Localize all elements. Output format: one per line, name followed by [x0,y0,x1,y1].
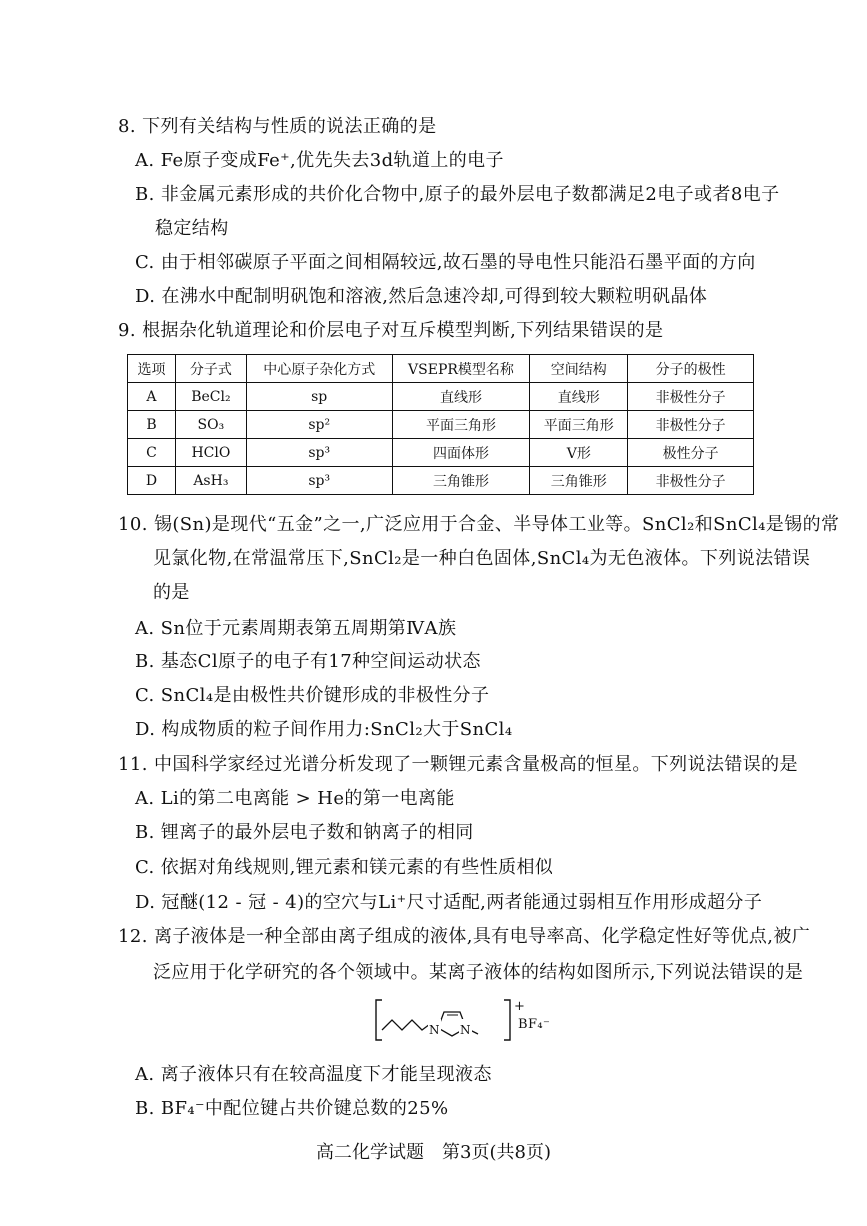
table-cell: A [128,383,176,411]
q10-stem-line3: 的是 [153,582,190,603]
table-cell: 非极性分子 [628,467,754,495]
table-cell: AsH₃ [175,467,246,495]
anion-label: BF₄⁻ [518,1017,551,1032]
table-cell: C [128,439,176,467]
table-row [128,383,754,411]
table-row [128,439,754,467]
table-cell: HClO [175,439,246,467]
page-footer: 高二化学试题 第3页(共8页) [316,1142,551,1163]
q11-option-a: A. Li的第二电离能 > He的第一电离能 [135,788,455,809]
q11-stem: 11. 中国科学家经过光谱分析发现了一颗锂元素含量极高的恒星。下列说法错误的是 [118,754,798,775]
ring-nitrogen-2: N [459,1019,472,1041]
table-cell: 极性分子 [628,439,754,467]
table-cell: 四面体形 [392,439,530,467]
cation-charge: + [514,999,526,1014]
table-cell: sp³ [246,439,392,467]
q8-option-d: D. 在沸水中配制明矾饱和溶液,然后急速冷却,可得到较大颗粒明矾晶体 [135,286,708,307]
q8-option-c: C. 由于相邻碳原子平面之间相隔较远,故石墨的导电性只能沿石墨平面的方向 [135,252,756,273]
q10-option-b: B. 基态Cl原子的电子有17种空间运动状态 [135,651,481,672]
q12-option-b: B. BF₄⁻中配位键占共价键总数的25% [135,1098,449,1119]
table-cell: 平面三角形 [392,411,530,439]
q11-option-c: C. 依据对角线规则,锂元素和镁元素的有些性质相似 [135,857,554,878]
q10-option-d: D. 构成物质的粒子间作用力:SnCl₂大于SnCl₄ [135,719,513,740]
table-header-cell: 空间结构 [530,355,628,383]
q8-option-a: A. Fe原子变成Fe⁺,优先失去3d轨道上的电子 [135,150,504,171]
table-cell: B [128,411,176,439]
table-header-cell: VSEPR模型名称 [392,355,530,383]
table-cell: sp² [246,411,392,439]
q8-option-b-cont: 稳定结构 [155,218,229,239]
q10-stem-line1: 10. 锡(Sn)是现代“五金”之一,广泛应用于合金、半导体工业等。SnCl₂和SnCl₄是锡的常 [118,514,840,535]
table-header-row [128,355,754,383]
q12-option-a: A. 离子液体只有在较高温度下才能呈现液态 [135,1064,492,1085]
q10-stem-line2: 见氯化物,在常温常压下,SnCl₂是一种白色固体,SnCl₄为无色液体。下列说法错误 [153,548,811,569]
q8-option-b: B. 非金属元素形成的共价化合物中,原子的最外层电子数都满足2电子或者8电子 [135,184,780,205]
q11-option-d: D. 冠醚(12 - 冠 - 4)的空穴与Li⁺尺寸适配,两者能通过弱相互作用形成超分子 [135,892,763,913]
table-cell: 直线形 [392,383,530,411]
q10-option-a: A. Sn位于元素周期表第五周期第ⅣA族 [135,618,457,639]
q9-stem: 9. 根据杂化轨道理论和价层电子对互斥模型判断,下列结果错误的是 [118,320,664,341]
table-cell: 直线形 [530,383,628,411]
table-cell: sp [246,383,392,411]
table-cell: D [128,467,176,495]
table-cell: SO₃ [175,411,246,439]
q11-option-b: B. 锂离子的最外层电子数和钠离子的相同 [135,822,474,843]
table-cell: 非极性分子 [628,411,754,439]
q10-option-c: C. SnCl₄是由极性共价键形成的非极性分子 [135,685,490,706]
table-cell: BeCl₂ [175,383,246,411]
table-cell: 非极性分子 [628,383,754,411]
q9-table [127,354,754,495]
table-cell: 三角锥形 [530,467,628,495]
table-header-cell: 选项 [128,355,176,383]
table-header-cell: 分子式 [175,355,246,383]
q12-stem-line2: 泛应用于化学研究的各个领域中。某离子液体的结构如图所示,下列说法错误的是 [153,962,804,983]
table-header-cell: 中心原子杂化方式 [246,355,392,383]
q12-stem-line1: 12. 离子液体是一种全部由离子组成的液体,具有电导率高、化学稳定性好等优点,被广 [118,926,811,947]
table-header-cell: 分子的极性 [628,355,754,383]
table-row [128,411,754,439]
q8-stem: 8. 下列有关结构与性质的说法正确的是 [118,116,437,137]
table-cell: sp³ [246,467,392,495]
table-cell: V形 [530,439,628,467]
table-cell: 平面三角形 [530,411,628,439]
ring-nitrogen-1: N [428,1019,441,1041]
table-row [128,467,754,495]
table-cell: 三角锥形 [392,467,530,495]
